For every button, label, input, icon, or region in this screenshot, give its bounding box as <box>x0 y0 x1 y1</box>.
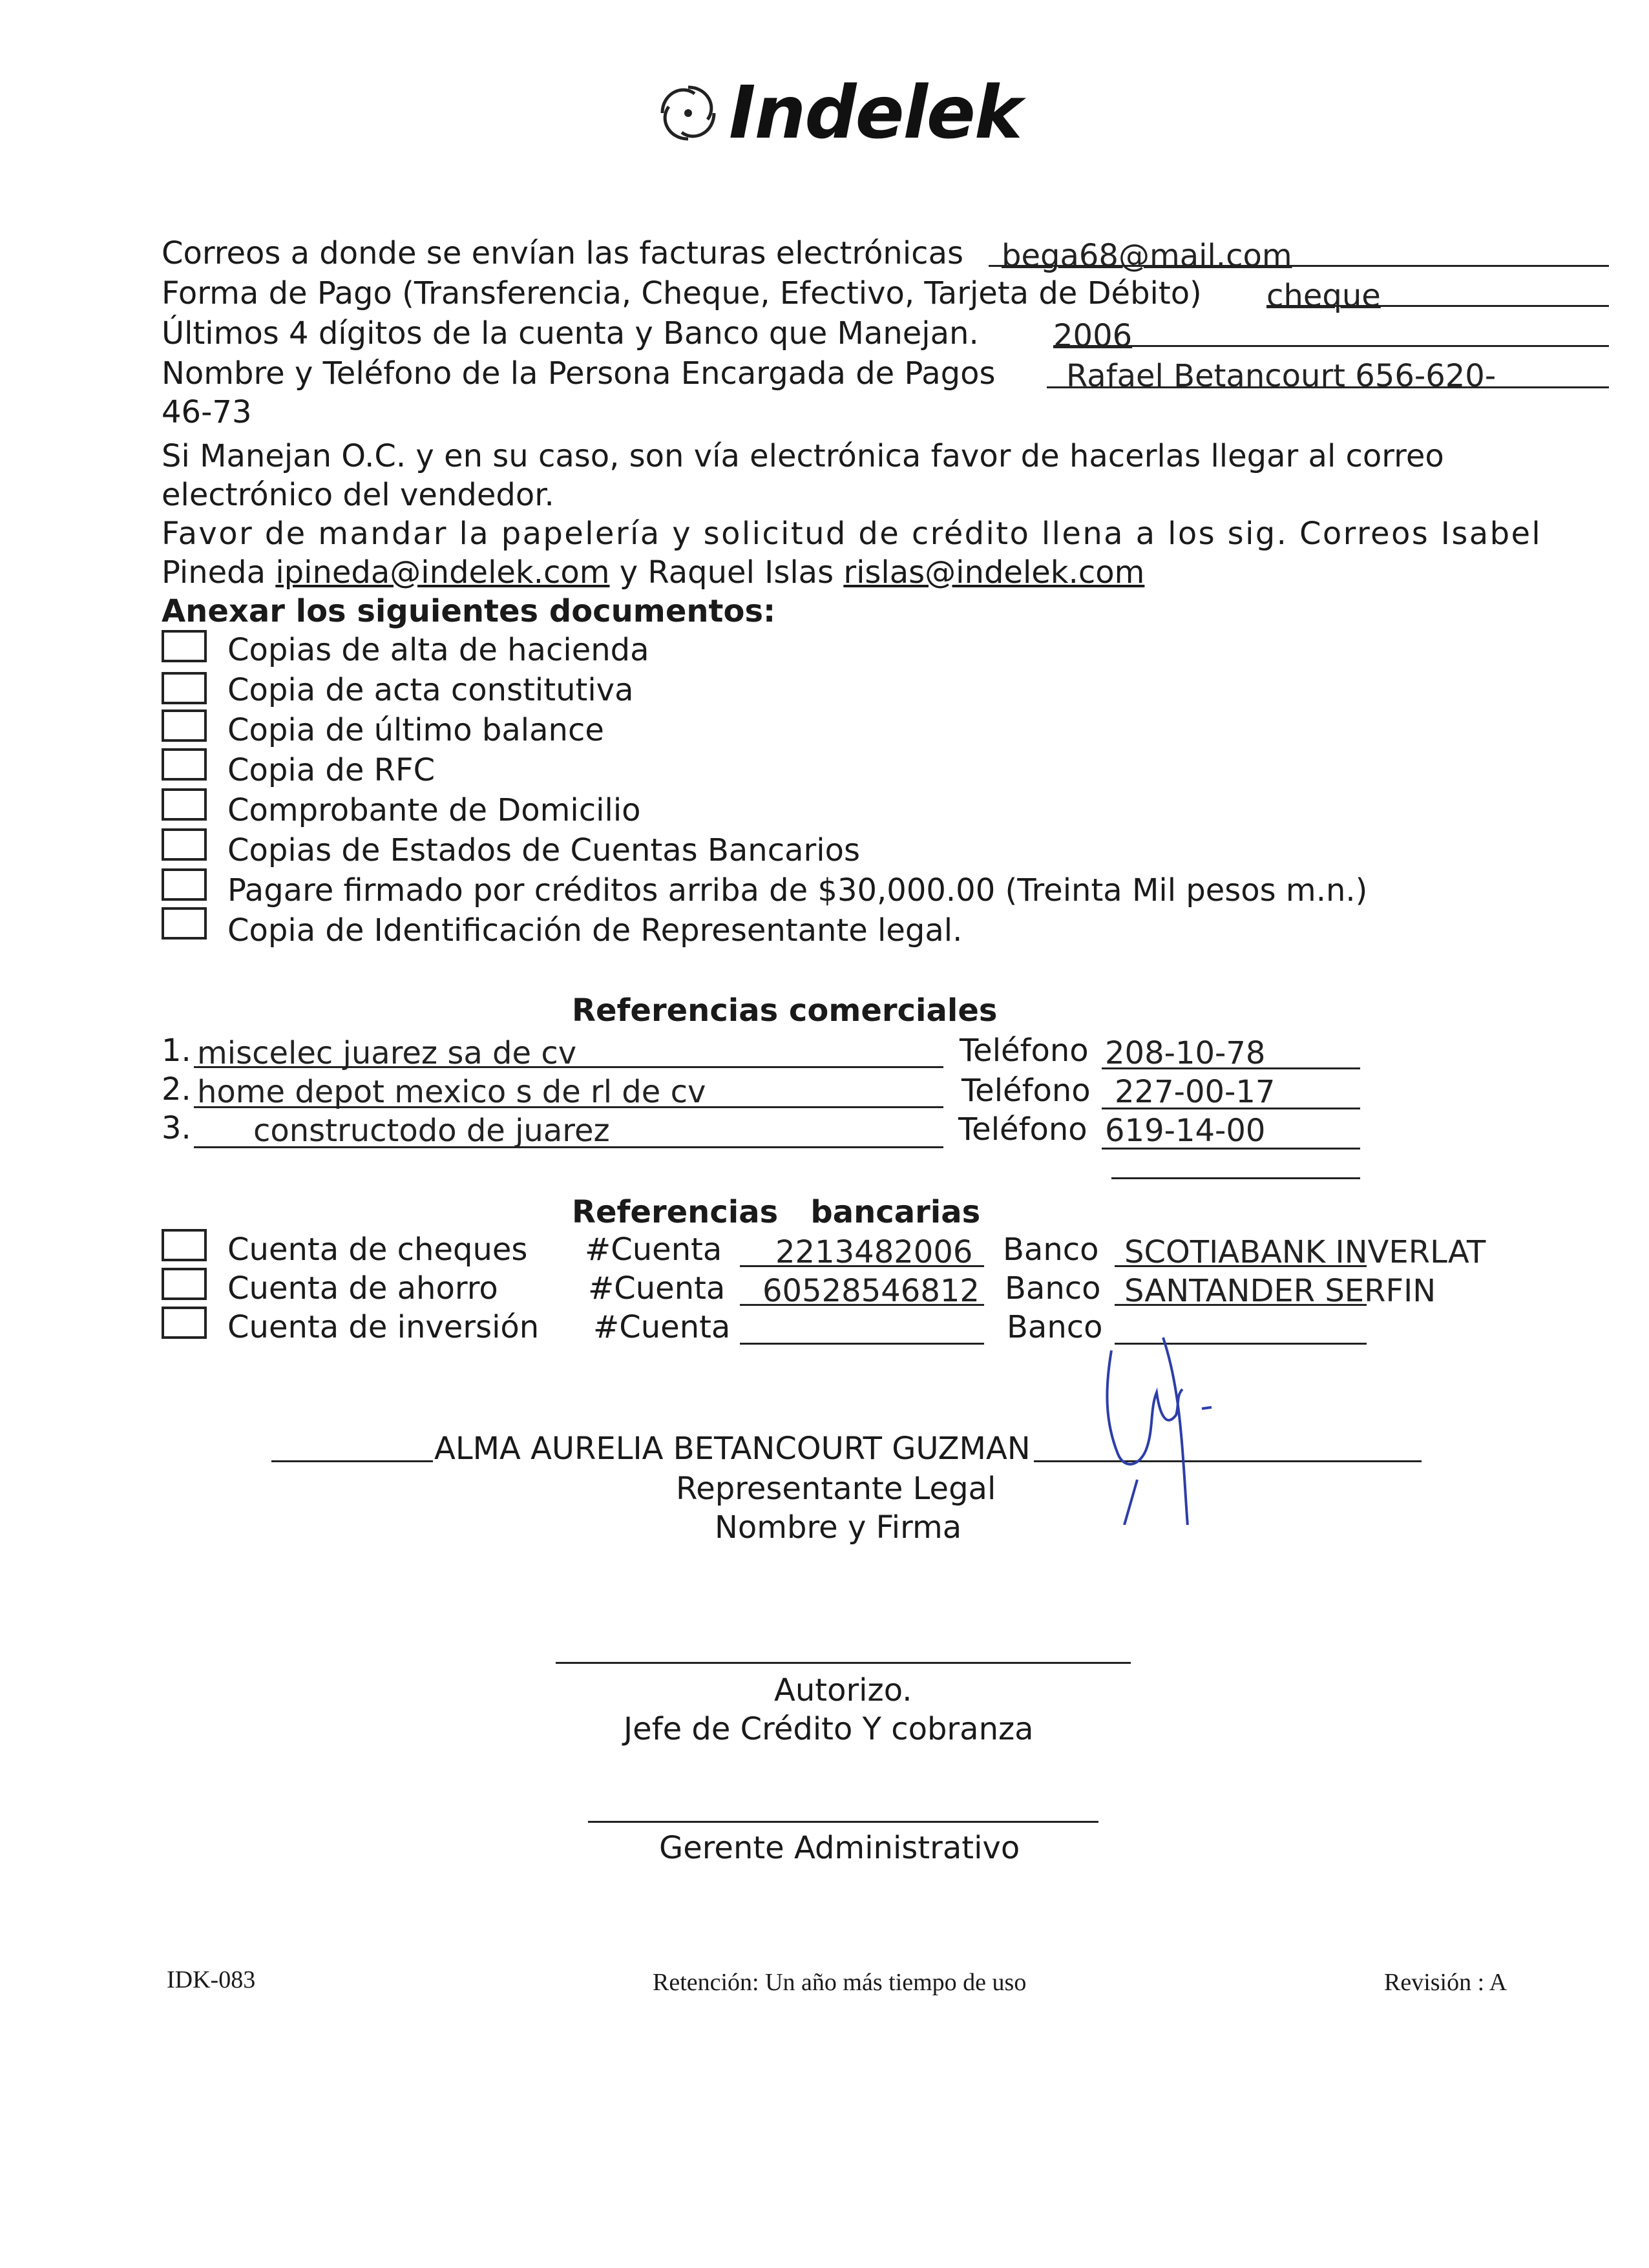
rep-title: Representante Legal <box>676 1471 996 1507</box>
document-checkbox[interactable] <box>162 828 207 861</box>
document-item: Copias de Estados de Cuentas Bancarios <box>227 832 860 868</box>
logo-swirl-icon <box>653 78 724 149</box>
ref-phone-line <box>1102 1067 1360 1069</box>
document-item: Copia de Identificación de Representante legal. <box>227 912 963 949</box>
documents-heading: Anexar los siguientes documentos: <box>162 593 776 629</box>
ref-phone: 619-14-00 <box>1105 1113 1266 1149</box>
form-code: IDK-083 <box>167 1966 256 1993</box>
papers-mid: y Raquel Islas <box>619 554 834 591</box>
bank-account-type: Cuenta de ahorro <box>227 1270 498 1307</box>
oc-note-line1: Si Manejan O.C. y en su caso, son vía electrónica favor de hacerlas llegar al correo <box>162 438 1444 474</box>
ref-name: home depot mexico s de rl de cv <box>197 1074 706 1110</box>
document-checkbox[interactable] <box>162 672 207 704</box>
bank-account-label: #Cuenta <box>593 1309 731 1345</box>
document-checkbox[interactable] <box>162 907 207 940</box>
bank-refs-heading: Referencias bancarias <box>572 1194 981 1230</box>
bank-name: SCOTIABANK INVERLAT <box>1124 1234 1486 1270</box>
bank-name: SANTANDER SERFIN <box>1124 1273 1436 1309</box>
manager-signature-line <box>588 1821 1098 1823</box>
rep-line-left <box>271 1460 433 1462</box>
logo-text: Indelek <box>729 71 1022 155</box>
bank-account-checkbox[interactable] <box>162 1307 207 1339</box>
ref-name: constructodo de juarez <box>253 1113 610 1149</box>
retention-note: Retención: Un año más tiempo de uso <box>653 1969 1027 1996</box>
ref-phone-line-extra <box>1111 1177 1360 1179</box>
ref-phone-label: Teléfono <box>960 1033 1089 1069</box>
rep-caption: Nombre y Firma <box>715 1509 962 1546</box>
email-link-rislas[interactable]: rislas@indelek.com <box>843 554 1145 591</box>
bank-account-checkbox[interactable] <box>162 1229 207 1261</box>
oc-note-line2: electrónico del vendedor. <box>162 477 554 513</box>
ref-number: 2. <box>162 1071 191 1108</box>
bank-label: Banco <box>1007 1309 1103 1345</box>
contact-value-continued: 46-73 <box>162 394 252 430</box>
account-line <box>1053 345 1609 347</box>
account-label: Últimos 4 dígitos de la cuenta y Banco que Manejan. <box>162 315 979 352</box>
auth-line1: Autorizo. <box>774 1672 912 1708</box>
auth-line2: Jefe de Crédito Y cobranza <box>624 1711 1034 1747</box>
bank-account-label: #Cuenta <box>585 1232 722 1268</box>
papers-note-line2 <box>162 554 1145 591</box>
bank-account-type: Cuenta de inversión <box>227 1309 540 1345</box>
commercial-refs-heading: Referencias comerciales <box>572 992 998 1029</box>
document-item: Copia de último balance <box>227 712 604 748</box>
document-checkbox[interactable] <box>162 748 207 781</box>
ref-name-line <box>194 1066 943 1068</box>
account-value: 2006 <box>1053 318 1133 354</box>
bank-account-label: #Cuenta <box>588 1270 726 1307</box>
bank-account-checkbox[interactable] <box>162 1268 207 1300</box>
invoice-email-value: bega68@mail.com <box>1002 238 1292 274</box>
document-checkbox[interactable] <box>162 868 207 901</box>
signature-mark <box>1086 1331 1241 1525</box>
document-checkbox[interactable] <box>162 630 207 662</box>
bank-label: Banco <box>1003 1232 1099 1268</box>
ref-phone: 208-10-78 <box>1105 1035 1266 1071</box>
ref-name-line <box>194 1106 943 1108</box>
manager-title: Gerente Administrativo <box>659 1830 1020 1866</box>
papers-note-line1: Favor de mandar la papelería y solicitud de crédito llena a los sig. Correos Isabel <box>162 516 1542 552</box>
bank-label: Banco <box>1005 1270 1101 1307</box>
contact-value: Rafael Betancourt 656-620- <box>1066 358 1497 394</box>
bank-account-number: 60528546812 <box>762 1273 980 1309</box>
ref-phone-line <box>1102 1108 1360 1109</box>
document-item: Copia de RFC <box>227 752 436 788</box>
papers-pre: Pineda <box>162 554 266 591</box>
document-checkbox[interactable] <box>162 709 207 742</box>
payment-value: cheque <box>1266 278 1381 314</box>
contact-label: Nombre y Teléfono de la Persona Encargada de Pagos <box>162 355 996 392</box>
bank-account-line <box>740 1343 984 1345</box>
ref-number: 3. <box>162 1110 191 1146</box>
ref-name-line <box>194 1146 943 1148</box>
ref-phone-line <box>1102 1148 1360 1150</box>
document-item: Copia de acta constitutiva <box>227 672 634 708</box>
revision: Revisión : A <box>1384 1969 1507 1996</box>
ref-name: miscelec juarez sa de cv <box>197 1035 577 1071</box>
auth-signature-line <box>556 1662 1131 1664</box>
email-link-ipineda[interactable]: ipineda@indelek.com <box>275 554 610 591</box>
ref-phone: 227-00-17 <box>1115 1074 1276 1110</box>
invoice-email-label: Correos a donde se envían las facturas electrónicas <box>162 235 963 271</box>
ref-phone-label: Teléfono <box>961 1073 1091 1109</box>
bank-account-number: 2213482006 <box>775 1234 973 1270</box>
ref-phone-label: Teléfono <box>958 1111 1087 1148</box>
rep-name: ALMA AURELIA BETANCOURT GUZMAN <box>434 1431 1031 1467</box>
company-logo <box>653 71 1022 155</box>
ref-number: 1. <box>162 1033 191 1069</box>
document-item: Pagare firmado por créditos arriba de $30,000.00 (Treinta Mil pesos m.n.) <box>227 872 1368 908</box>
payment-label: Forma de Pago (Transferencia, Cheque, Efectivo, Tarjeta de Débito) <box>162 275 1202 311</box>
document-item: Comprobante de Domicilio <box>227 792 641 828</box>
document-checkbox[interactable] <box>162 788 207 821</box>
document-item: Copias de alta de hacienda <box>227 632 649 668</box>
bank-account-type: Cuenta de cheques <box>227 1232 528 1268</box>
